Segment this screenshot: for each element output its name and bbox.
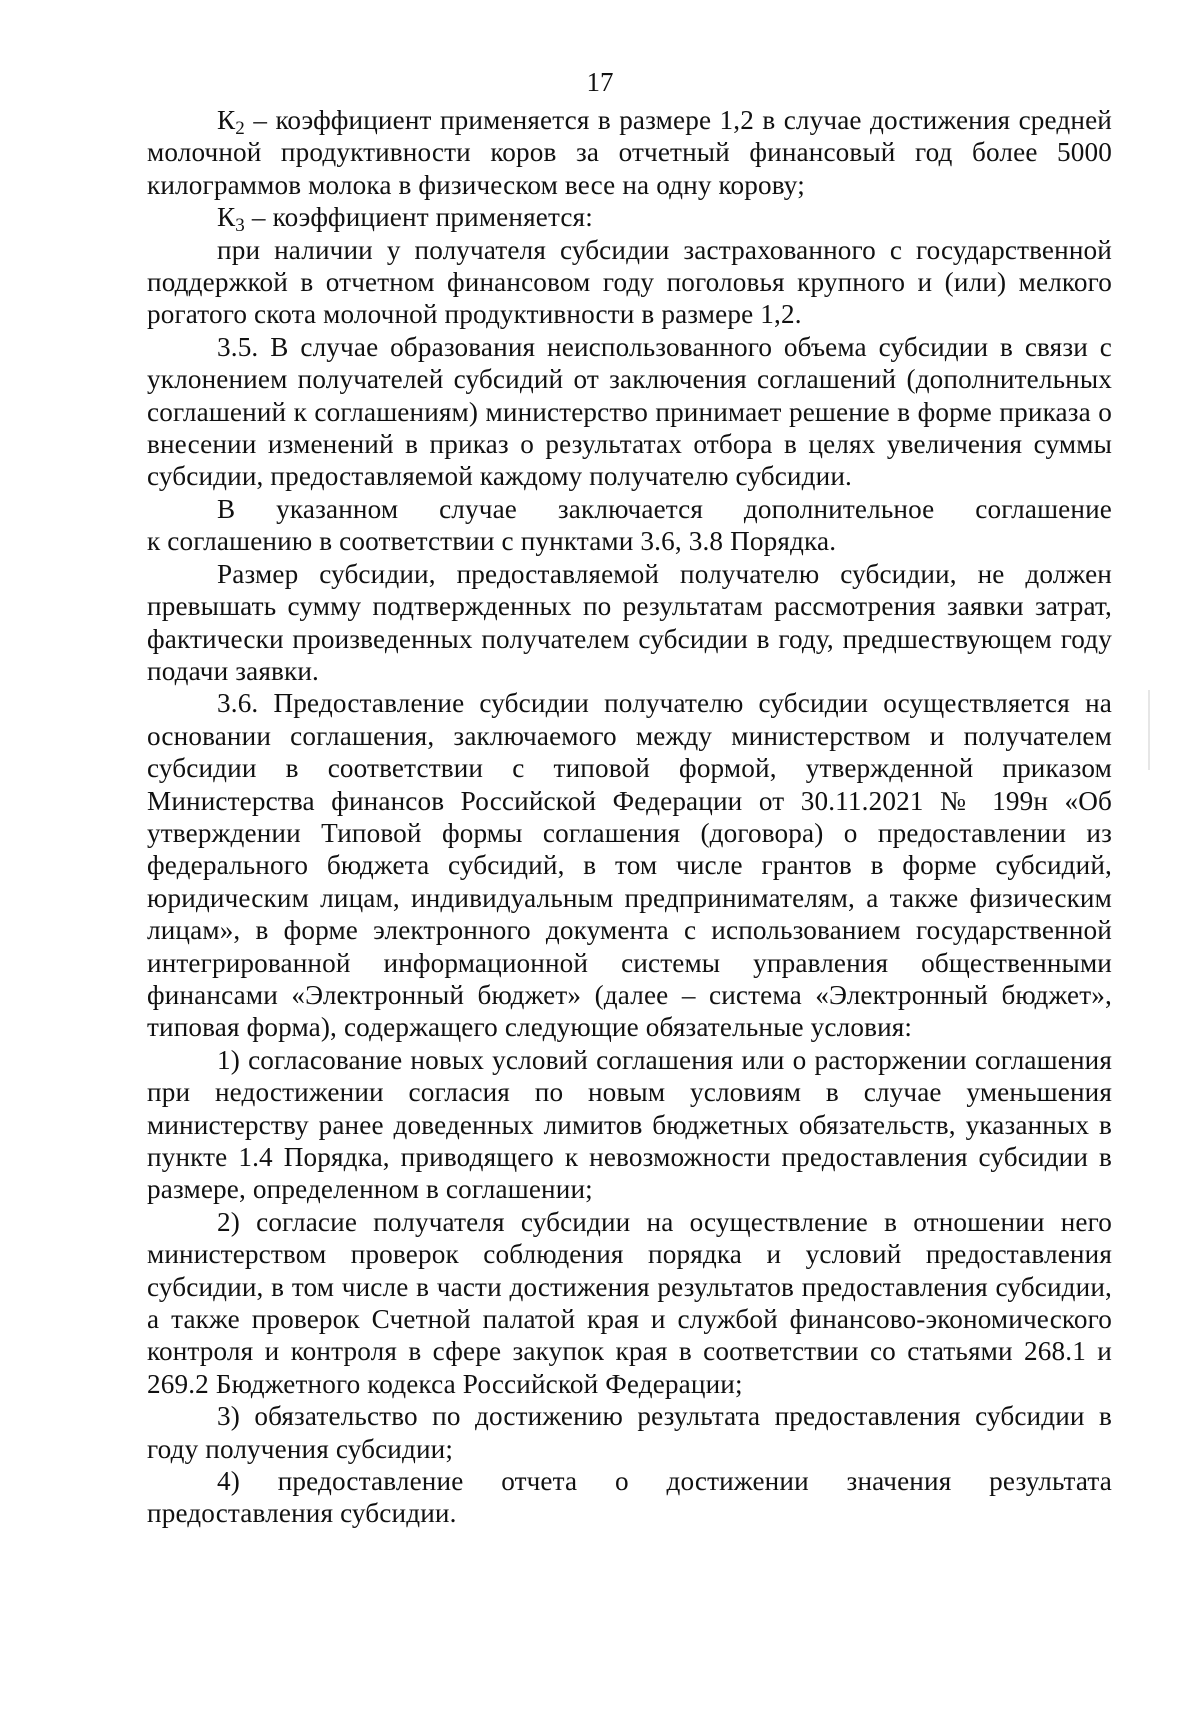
list-item-condition-3: 3) обязательство по достижению результата предоставления субсидии в году получения субсидии; [147, 1401, 1112, 1464]
scan-artifact-line [1148, 690, 1150, 770]
list-item-condition-2: 2) согласие получателя субсидии на осуществление в отношении него министерством проверок соблюдения порядка и условий предоставления субсидии, в том числе в части достижения результатов предоставления субсидии, а также проверок Счетной палатой края и службой финансово-экономического контроля и контроля в сфере закупок края в соответствии со статьями 268.1 и 269.2 Бюджетного кодекса Российской Федерации; [147, 1206, 1112, 1399]
k3-text: – коэффициент применяется: [244, 202, 593, 233]
k3-symbol: К [217, 202, 236, 233]
page-number: 17 [586, 67, 614, 97]
paragraph-3-5-subsidy-size: Размер субсидии, предоставляемой получателю субсидии, не должен превышать сумму подтвержденных по результатам рассмотрения заявки затрат, фактически произведенных получателем субсидии в году, предшествующем году подачи заявки. [147, 558, 1112, 686]
k2-text: – коэффициент применяется в размере 1,2 в случае достижения средней молочной продуктивности коров за отчетный финансовый год более 5000 килограммов молока в физическом весе на одну корову; [147, 105, 1112, 200]
paragraph-3-5-additional-agreement: В указанном случае заключается дополнительное соглашение [217, 493, 1112, 524]
paragraph-3-5: 3.5. В случае образования неиспользованного объема субсидии в связи с уклонением получателей субсидий от заключения соглашений (дополнительных соглашений к соглашениям) министерство принимает решение в форме приказа о внесении изменений в приказ о результатах отбора в целях увеличения суммы субсидии, предоставляемой каждому получателю субсидии. [147, 331, 1112, 492]
list-item-condition-1: 1) согласование новых условий соглашения или о расторжении соглашения при недостижении согласия по новым условиям в случае уменьшения министерству ранее доведенных лимитов бюджетных обязательств, указанных в пункте 1.4 Порядка, приводящего к невозможности предоставления субсидии в размере, определенном в соглашении; [147, 1044, 1112, 1205]
paragraph-3-6: 3.6. Предоставление субсидии получателю субсидии осуществляется на основании соглашения, заключаемого между министерством и получателем субсидии в соответствии с типовой формой, утвержденной приказом Министерства финансов Российской Федерации от 30.11.2021 № 199н «Об утверждении Типовой формы соглашения (договора) о предоставлении из федерального бюджета субсидий, в том числе грантов в форме субсидий, юридическим лицам, индивидуальным предпринимателям, а также физическим лицам», в форме электронного документа с использованием государственной интегрированной информационной системы управления общественными финансами «Электронный бюджет» (далее – система «Электронный бюджет», типовая форма), содержащего следующие обязательные условия: [147, 688, 1112, 1043]
paragraph-3-5-additional-agreement-cont: к соглашению в соответствии с пунктами 3.6, 3.8 Порядка. [147, 526, 837, 557]
k3-index: 3 [235, 214, 245, 236]
document-body [147, 104, 1112, 1530]
paragraph-k3-condition: при наличии у получателя субсидии застрахованного с государственной поддержкой в отчетном финансовом году поголовья крупного и (или) мелкого рогатого скота молочной продуктивности в размере 1,2. [147, 234, 1112, 330]
list-item-condition-4-cont: предоставления субсидии. [147, 1498, 457, 1529]
paragraph-coefficient-k3 [147, 201, 1112, 236]
k2-symbol: К [217, 105, 236, 135]
list-item-condition-4: 4) предоставление отчета о достижении значения результата [217, 1466, 1112, 1497]
paragraph-coefficient-k2 [147, 104, 1112, 201]
k2-index: 2 [235, 117, 245, 139]
